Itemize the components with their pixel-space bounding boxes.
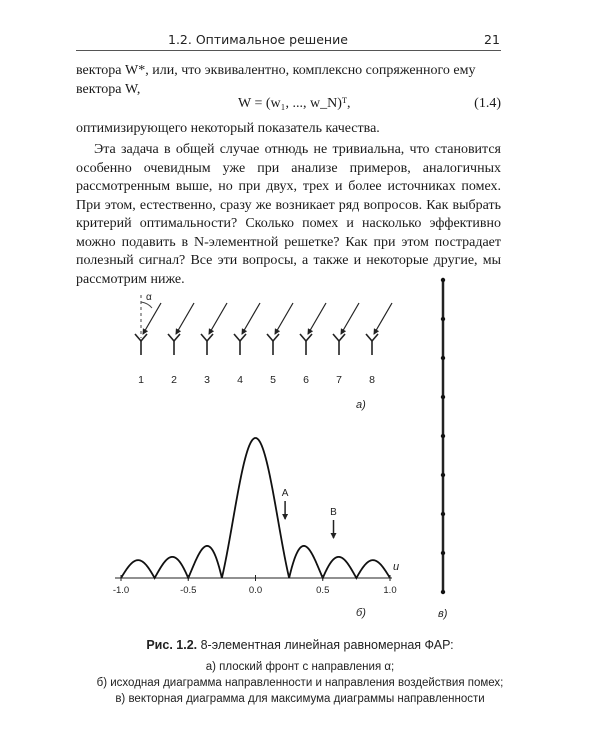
x-tick-label: -1.0 [112,585,130,596]
x-tick-label: 1.0 [383,585,397,596]
para1-line2: вектора W, [76,81,141,97]
paragraph-2 [76,141,501,289]
caption-line-a: а) плоский фронт с направления α; [205,661,395,673]
antenna-element [201,303,227,386]
element-label: 6 [303,374,309,386]
figure-b-pattern [113,438,399,619]
antenna-arm-right [141,334,147,341]
pattern-curve [121,438,390,578]
element-label: 5 [270,374,276,386]
header-rule [76,50,501,51]
equation-formula: W = (w₁, ..., w_N)ᵀ, [238,96,351,111]
figure-a-array [135,292,392,411]
running-header [0,0,600,58]
antenna-arm-right [207,334,213,341]
antenna-element [300,303,326,386]
x-tick-label: 0.0 [248,585,263,596]
page-number: 21 [484,32,500,47]
antenna-arm-left [168,334,174,341]
angle-label: α [146,292,152,303]
element-label: 8 [369,374,375,386]
equation-number: (1.4) [474,96,501,111]
figure-caption-title [60,638,540,652]
vector-dot [441,317,445,321]
vector-dot [441,551,445,555]
x-axis-label: u [393,561,400,573]
element-label: 2 [171,374,177,386]
vector-dot [441,512,445,516]
antenna-arm-left [201,334,207,341]
antenna-arm-right [174,334,180,341]
antenna-element [366,303,392,386]
x-tick-label: -0.5 [180,585,197,596]
antenna-arm-left [366,334,372,341]
antenna-arm-left [267,334,273,341]
vector-dot [441,434,445,438]
wavefront-arrow [242,303,260,334]
paragraph-1-end [76,120,501,139]
caption-line-b: б) исходная диаграмма направленности и направления воздействия помех; [96,677,504,689]
vector-dot [441,473,445,477]
antenna-elements [135,303,392,386]
antenna-arm-right [372,334,378,341]
antenna-arm-left [234,334,240,341]
antenna-arm-right [339,334,345,341]
x-tick-label: 0.5 [316,585,330,596]
antenna-arm-right [273,334,279,341]
wavefront-arrow [308,303,326,334]
antenna-element [234,303,260,386]
vector-dot [441,590,445,594]
antenna-element [135,303,161,386]
pattern-line [121,438,390,578]
element-label: 1 [138,374,144,386]
figure-c-vector [438,278,448,620]
caption-title-text: 8-элементная линейная равномерная ФАР: [197,638,454,652]
panel-a-label: а) [356,399,366,411]
marker-label: B [330,507,337,518]
wavefront-arrow [176,303,194,334]
panel-c-label: в) [438,608,448,620]
wavefront-arrow [341,303,359,334]
element-label: 7 [336,374,342,386]
antenna-arm-right [240,334,246,341]
element-label: 3 [204,374,210,386]
para1-end: оптимизирующего некоторый показатель качества. [76,121,380,136]
caption-line-c: в) векторная диаграмма для максимума диаграммы направленности [115,693,485,705]
panel-b-label: б) [356,607,366,619]
wavefront-arrow [275,303,293,334]
interference-markers [282,488,337,538]
antenna-element [333,303,359,386]
wavefront-arrow [143,303,161,334]
vector-dot [441,356,445,360]
element-label: 4 [237,374,243,386]
antenna-element [267,303,293,386]
wavefront-arrow [209,303,227,334]
equation-line [76,96,501,116]
antenna-element [168,303,194,386]
antenna-arm-left [135,334,141,341]
marker-label: A [281,488,289,499]
antenna-arm-left [333,334,339,341]
angle-arc [141,302,152,308]
antenna-arm-left [300,334,306,341]
para1-line1: вектора W*, или, что эквивалентно, комплексно сопряженного ему [76,63,476,78]
caption-figure-number: Рис. 1.2. [146,638,198,652]
vector-dots [441,278,445,594]
paragraph-1 [76,62,501,99]
section-title: 1.2. Оптимальное решение [168,32,348,47]
para2-text: Эта задача в общей случае отнюдь не тривиальна, что становится особенно очевидным уже при анализе примеров, аналогичных рассмотренным выше, но при двух, трех и более источниках помех. При этом, естественно, сразу же возникает ряд вопросов. Как выбрать критерий оптимальности? Сколько помех и насколько эффективно можно подавить в N-элементной решетке? Как при этом пострадает полезный сигнал? Все эти вопросы, а также и некоторые другие, мы рассмотрим ниже. [76,142,501,287]
antenna-arm-right [306,334,312,341]
vector-dot [441,395,445,399]
x-ticks [113,575,397,596]
wavefront-arrow [374,303,392,334]
